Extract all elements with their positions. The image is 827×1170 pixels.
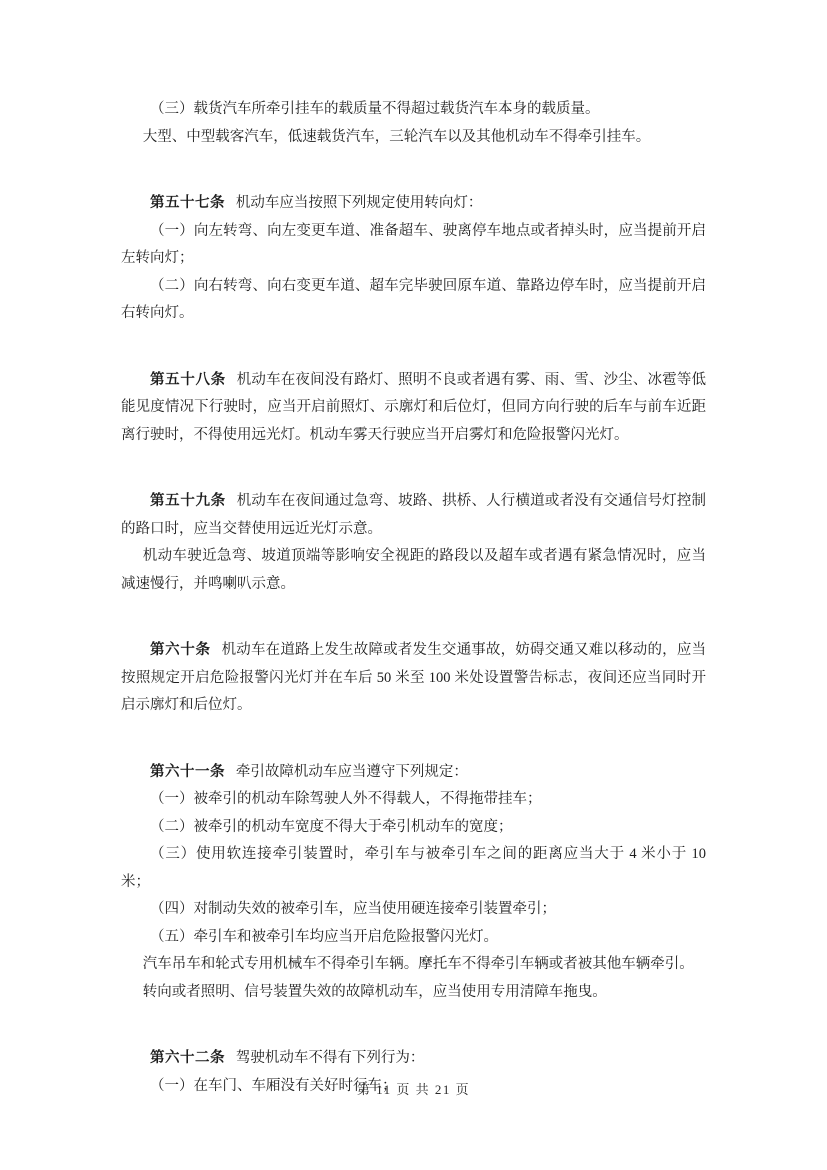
paragraph-text: （四）对制动失效的被牵引车，应当使用硬连接牵引装置牵引； xyxy=(150,901,556,917)
paragraph xyxy=(121,786,706,814)
article-number: 第六十二条 xyxy=(150,1050,225,1066)
paragraph xyxy=(121,951,706,979)
paragraph-text: （一）向左转弯、向左变更车道、准备超车、驶离停车地点或者掉头时，应当提前开启左转向灯； xyxy=(121,222,706,266)
article-number: 第六十条 xyxy=(150,642,211,658)
paragraph-text: 机动车驶近急弯、坡道顶端等影响安全视距的路段以及超车或者遇有紧急情况时，应当减速慢行，并鸣喇叭示意。 xyxy=(121,548,706,592)
paragraph-text: 机动车应当按照下列规定使用转向灯： xyxy=(235,195,483,211)
paragraph-text: 驾驶机动车不得有下列行为： xyxy=(235,1050,425,1066)
paragraph-text: （三）载货汽车所牵引挂车的载质量不得超过载货汽车本身的载质量。 xyxy=(150,101,600,117)
paragraph xyxy=(121,924,706,952)
paragraph-text: 转向或者照明、信号装置失效的故障机动车，应当使用专用清障车拖曳。 xyxy=(142,983,607,1000)
article-number: 第五十九条 xyxy=(150,493,226,509)
paragraph xyxy=(121,759,706,787)
paragraph xyxy=(121,543,706,598)
paragraph xyxy=(121,1045,706,1073)
page-footer xyxy=(0,1077,827,1100)
paragraph-text: （一）在车门、车厢没有关好时行车； xyxy=(150,1077,397,1094)
page-number: 第 11 页 共 21 页 xyxy=(356,1082,471,1097)
document-content xyxy=(121,96,706,1100)
paragraph-text: （一）被牵引的机动车除驾驶人外不得载人，不得拖带挂车； xyxy=(150,791,542,807)
paragraph-text: （二）向右转弯、向右变更车道、超车完毕驶回原车道、靠路边停车时，应当提前开启右转向灯。 xyxy=(121,277,706,321)
article-number: 第五十八条 xyxy=(150,371,226,388)
paragraph-text: 大型、中型载客汽车，低速载货汽车，三轮汽车以及其他机动车不得牵引挂车。 xyxy=(142,128,651,145)
paragraph-text: 机动车在夜间没有路灯、照明不良或者遇有雾、雨、雪、沙尘、冰雹等低能见度情况下行驶时，应当开启前照灯、示廓灯和后位灯，但同方向行驶的后车与前车近距离行驶时，不得使用远光灯。机动车雾天行驶应当开启雾灯和危险报警闪光灯。 xyxy=(121,371,707,443)
paragraph xyxy=(121,896,706,924)
article-number: 第五十七条 xyxy=(150,195,225,211)
paragraph-text: 牵引故障机动车应当遵守下列规定： xyxy=(235,763,468,780)
article-number: 第六十一条 xyxy=(150,763,225,780)
paragraph-text: 机动车在道路上发生故障或者发生交通事故，妨碍交通又难以移动的，应当按照规定开启危险报警闪光灯并在车后 50 米至 100 米处设置警告标志，夜间还应当同时开启示廓灯和后位灯。 xyxy=(121,642,707,713)
paragraph-text: （五）牵引车和被牵引车均应当开启危险报警闪光灯。 xyxy=(150,928,498,945)
paragraph xyxy=(121,841,706,896)
paragraph-text: （二）被牵引的机动车宽度不得大于牵引机动车的宽度； xyxy=(150,818,513,835)
paragraph xyxy=(121,814,706,842)
paragraph xyxy=(121,367,706,450)
paragraph xyxy=(121,273,706,328)
paragraph xyxy=(121,96,706,124)
paragraph xyxy=(121,218,706,273)
paragraph xyxy=(121,979,706,1007)
paragraph-text: （三）使用软连接牵引装置时，牵引车与被牵引车之间的距离应当大于 4 米小于 10 米； xyxy=(121,846,706,890)
paragraph xyxy=(121,124,706,152)
paragraph-text: 机动车在夜间通过急弯、坡路、拱桥、人行横道或者没有交通信号灯控制的路口时，应当交替使用远近光灯示意。 xyxy=(121,493,707,537)
paragraph xyxy=(121,190,706,218)
paragraph xyxy=(121,637,706,720)
paragraph xyxy=(121,488,706,543)
paragraph-text: 汽车吊车和轮式专用机械车不得牵引车辆。摩托车不得牵引车辆或者被其他车辆牵引。 xyxy=(142,956,694,972)
